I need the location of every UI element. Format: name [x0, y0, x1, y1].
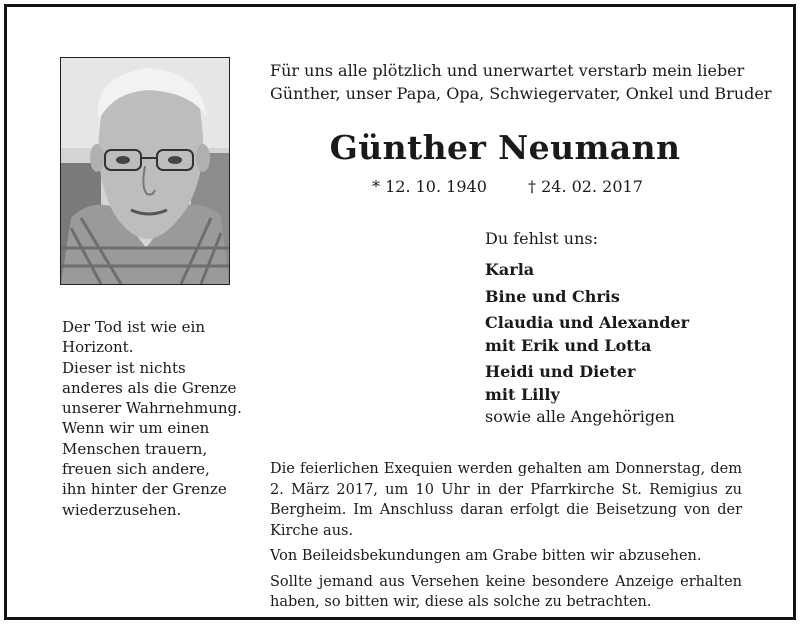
quote-line: unserer Wahrnehmung. [62, 399, 242, 418]
memorial-quote [62, 317, 242, 520]
condolence-paragraph: Von Beileidsbekundungen am Grabe bitten wir abzusehen. [270, 548, 702, 564]
mourners-heading: Du fehlst uns: [485, 229, 598, 248]
intro-text [270, 60, 770, 105]
mourner-name: Karla [485, 260, 535, 279]
mourner-name: mit Lilly [485, 384, 560, 404]
mourner-name: mit Erik und Lotta [485, 335, 652, 355]
relatives-line: sowie alle Angehörigen [485, 407, 675, 426]
mourner-name: Heidi und Dieter [485, 362, 636, 381]
mourner-name: Bine und Chris [485, 286, 620, 306]
quote-line: wiederzusehen. [62, 500, 182, 519]
quote-line: Wenn wir um einen [62, 419, 210, 438]
quote-line: freuen sich andere, [62, 460, 210, 479]
intro-line-2: Günther, unser Papa, Opa, Schwiegervater, Onkel und Bruder [270, 83, 772, 103]
mourners-list [485, 259, 689, 429]
notice-paragraph: Sollte jemand aus Versehen keine besondere Anzeige erhalten haben, so bitten wir, diese als solche zu betrachten. [270, 573, 742, 610]
quote-line: anderes als die Grenze [62, 378, 237, 397]
portrait-photo [60, 57, 230, 285]
intro-line-1: Für uns alle plötzlich und unerwartet verstarb mein lieber [270, 61, 745, 80]
funeral-paragraph: Die feierlichen Exequien werden gehalten am Donnerstag, dem 2. März 2017, um 10 Uhr in der Pfarrkirche St. Remigius zu Bergheim. Im Anschluss daran erfolgt die Beisetzung von der Kirche aus. [270, 461, 742, 539]
quote-line: Horizont. [62, 338, 134, 357]
quote-line: Menschen trauern, [62, 439, 208, 458]
funeral-info [270, 459, 742, 618]
deceased-name: Günther Neumann [329, 128, 681, 167]
mourner-name: Claudia und Alexander [485, 313, 690, 332]
quote-line: Dieser ist nichts [62, 358, 186, 377]
birth-date: * 12. 10. 1940 [372, 177, 487, 196]
quote-line: Der Tod ist wie ein [62, 318, 205, 336]
quote-line: ihn hinter der Grenze [62, 480, 227, 499]
death-date: † 24. 02. 2017 [528, 177, 643, 196]
